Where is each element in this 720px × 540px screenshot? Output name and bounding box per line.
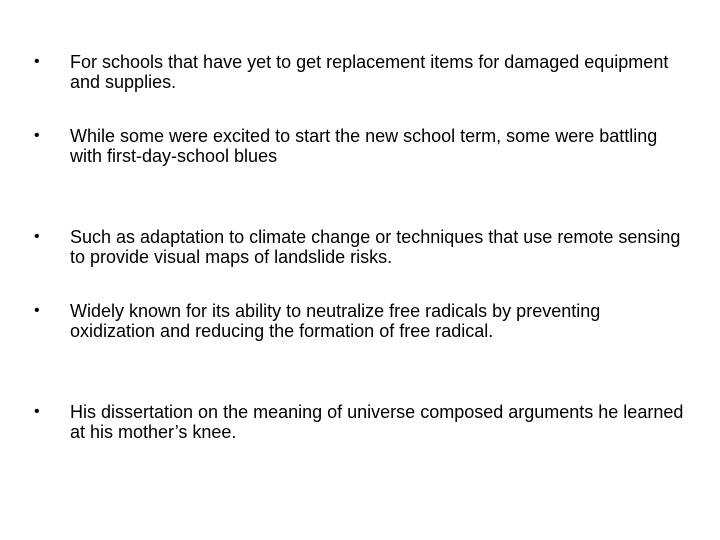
bullet-text: His dissertation on the meaning of universe composed arguments he learned at his mother’s knee. — [70, 402, 684, 442]
bullet-item — [34, 227, 684, 267]
bullet-marker: • — [34, 228, 40, 245]
bullet-marker: • — [34, 127, 40, 144]
bullet-marker: • — [34, 403, 40, 420]
bullet-text: Widely known for its ability to neutralize free radicals by preventing oxidization and reducing the formation of free radical. — [70, 301, 601, 341]
bullet-item — [34, 52, 684, 92]
bullet-item — [34, 301, 684, 341]
bullet-marker: • — [34, 53, 40, 70]
bullet-marker: • — [34, 302, 40, 319]
bullet-item — [34, 126, 684, 166]
bullet-text: While some were excited to start the new school term, some were battling with first-day-school blues — [70, 126, 658, 166]
bullet-text: Such as adaptation to climate change or techniques that use remote sensing to provide visual maps of landslide risks. — [70, 227, 681, 267]
bullet-text: For schools that have yet to get replacement items for damaged equipment and supplies. — [70, 52, 669, 92]
bullet-item — [34, 402, 684, 442]
